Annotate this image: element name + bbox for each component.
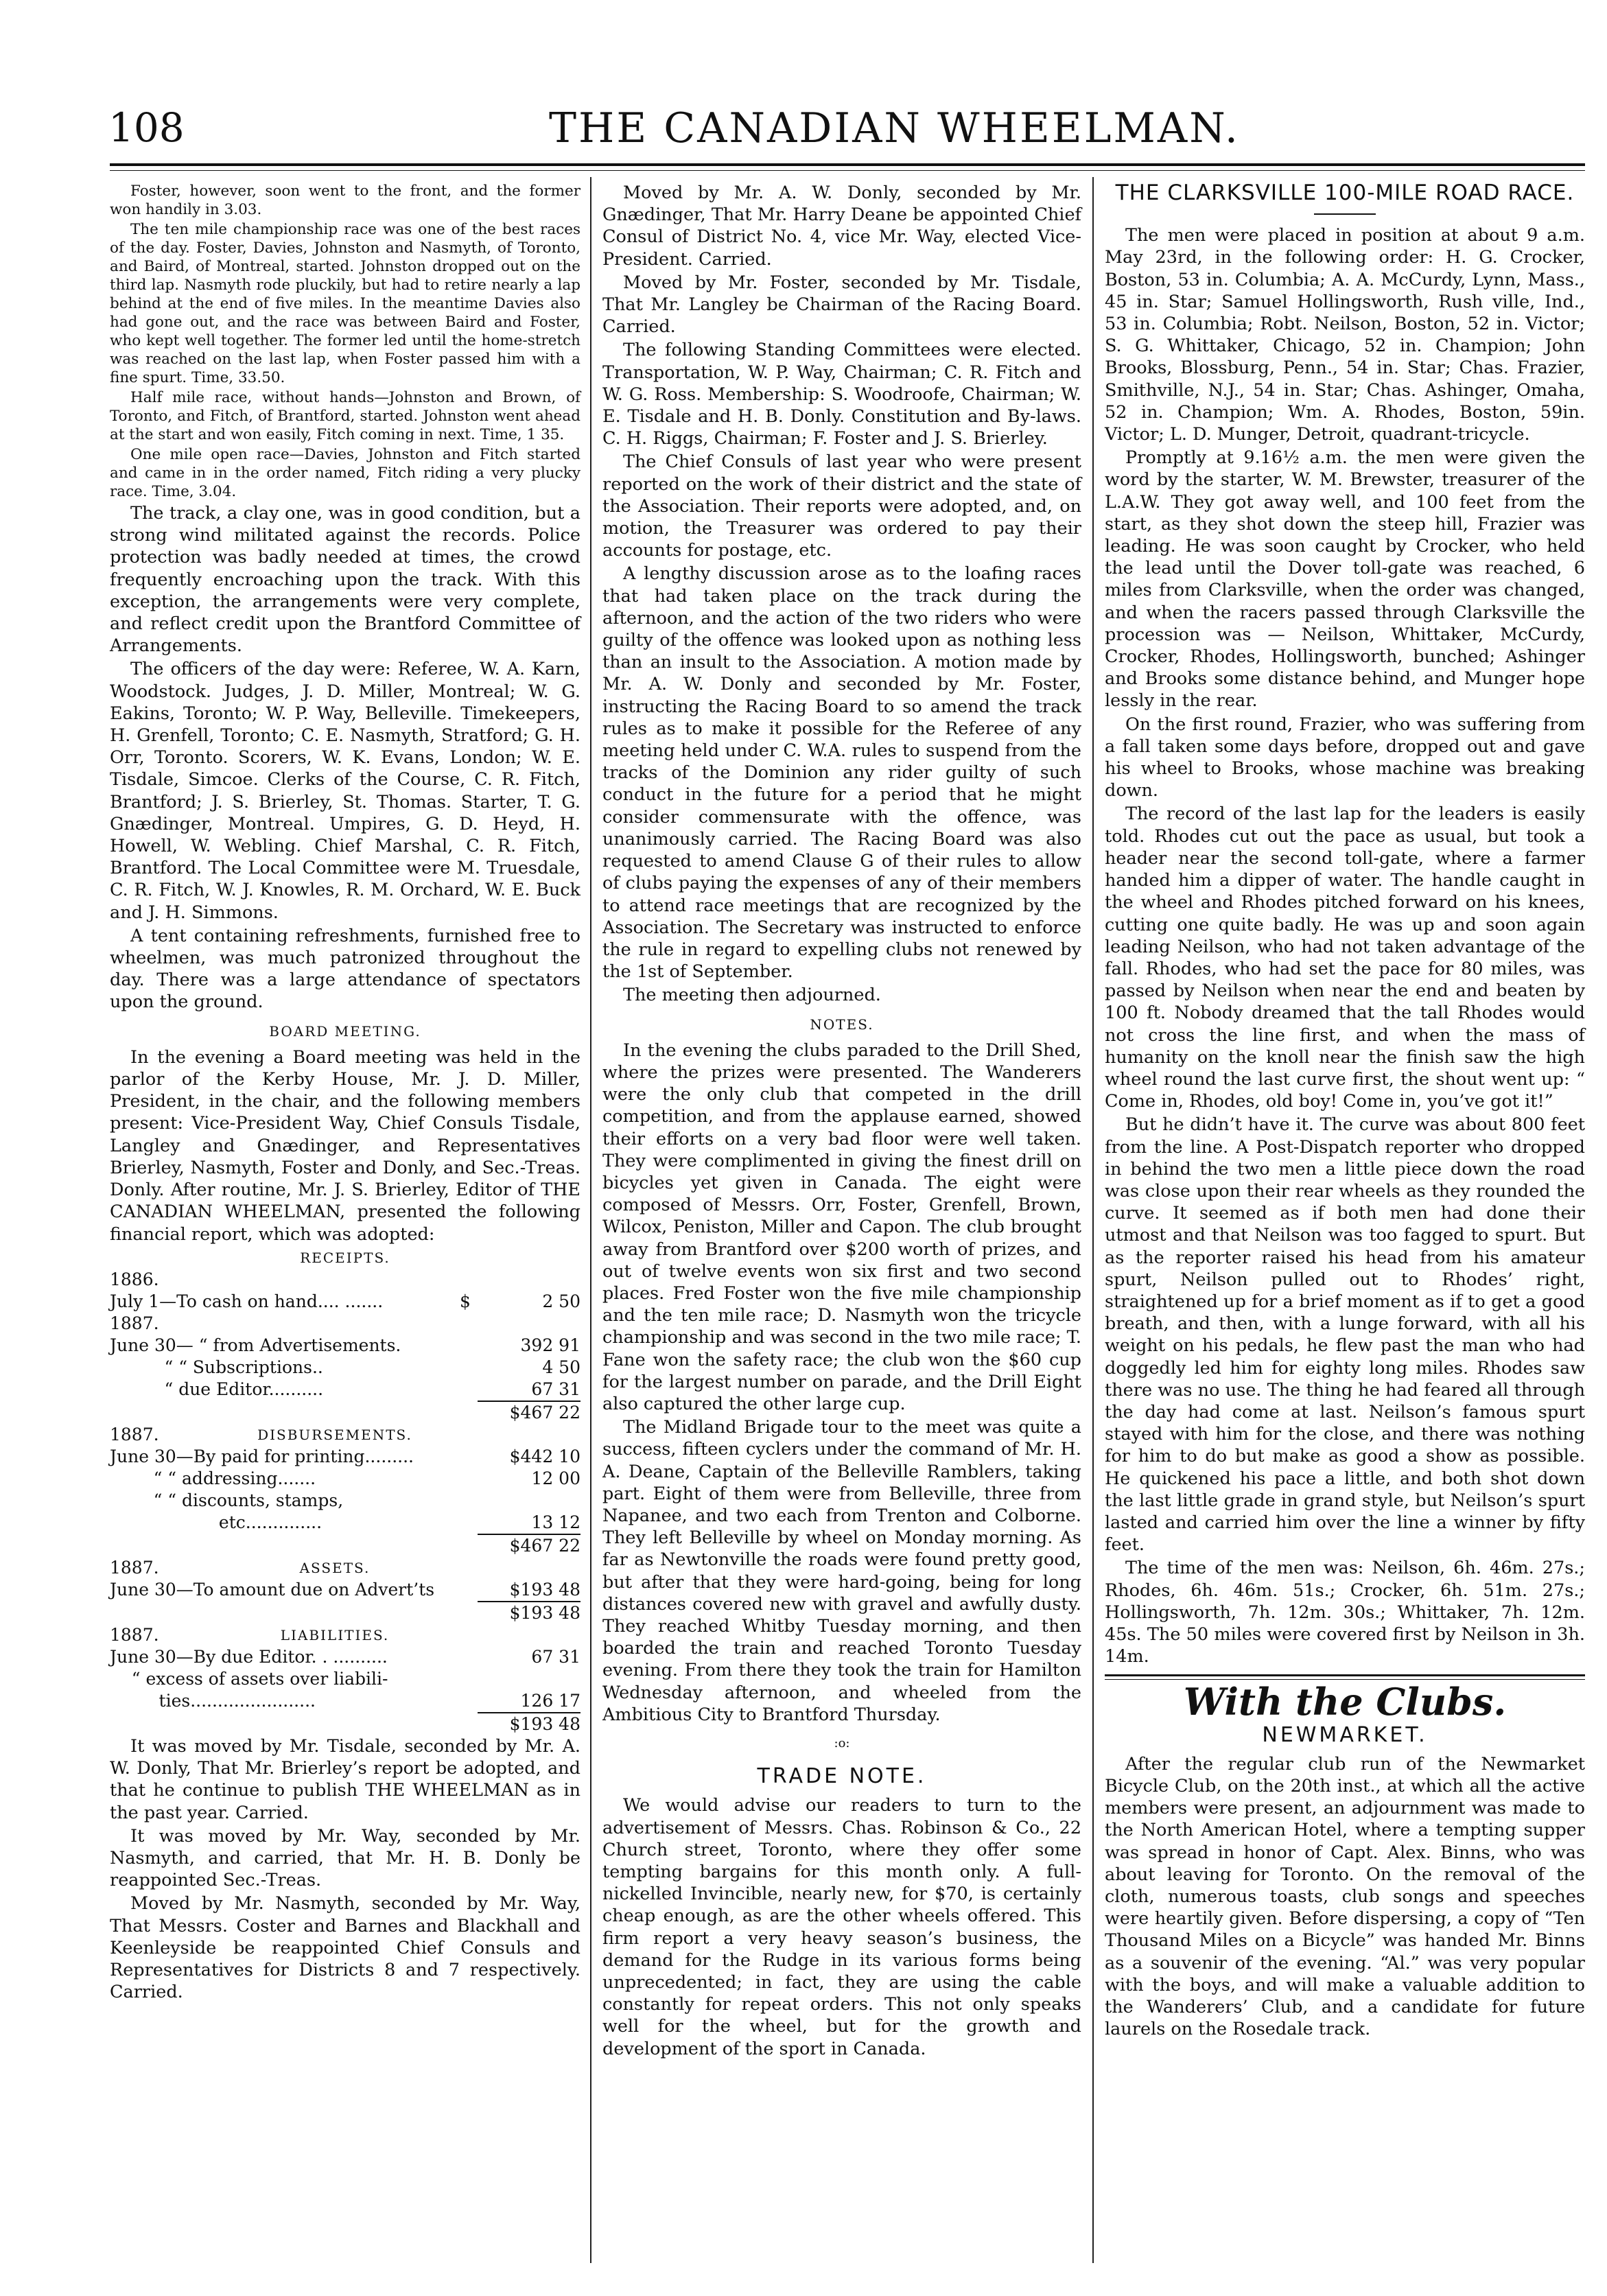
paragraph: But he didn’t have it. The curve was about 800 feet from the line. A Post-Dispatch reporter who dropped in behind the two men a little piece down the road was close upon their rear wheels as they rounded the curve. It seemed as if both men had done their utmost and that Neilson was too fagged to spurt. But as the reporter raised his head from his amateur spurt, Neilson pulled out to Rhodes’ right, straightened up for a brief moment as if to get a good breath, and then, with a lunge forward, with all his weight on his pedals, he flew past the man who had doggedly led him for eighty long miles. Rhodes saw there was no use. The thing he had feared all through the day had come at last. Neilson’s famous spurt stayed with him for the close, and there was nothing for him to do but make as good a show as possible. He quickened his pace a little, and both shot down the last little grade in grand style, but Neilson’s spurt lasted and carried him over the line a winner by fifty feet. — [1105, 1114, 1585, 1556]
table-cell: 4 50 — [542, 1357, 580, 1377]
table-row — [110, 1690, 580, 1713]
paragraph: The meeting then adjourned. — [623, 985, 881, 1006]
table-row — [110, 1424, 580, 1446]
total-value: $193 48 — [478, 1713, 580, 1735]
paragraph: The time of the men was: Neilson, 6h. 46m. 27s.; Rhodes, 6h. 46m. 51s.; Crocker, 6h. 51m. 27s.; Hollingsworth, 7h. 12m. 30s.; Whittaker, 7h. 12m. 45s. The 50 miles were covered first by Neilson in 3h. 14m. — [1105, 1558, 1585, 1667]
table-cell: $ — [460, 1291, 471, 1311]
table-cell: 1886. — [110, 1269, 159, 1289]
table-cell: 126 17 — [520, 1690, 580, 1711]
disbursements-heading: DISBURSEMENTS. — [257, 1426, 412, 1443]
disbursements-table — [110, 1424, 580, 1446]
column-left — [110, 182, 580, 2004]
section-heading: NOTES. — [810, 1016, 874, 1033]
table-row — [110, 1602, 580, 1624]
table-row — [110, 1579, 580, 1602]
column-divider — [1092, 177, 1094, 2263]
paragraph: The following Standing Committees were elected. Transportation, W. P. Way, Chairman; C. R. Fitch and W. G. Ross. Membership: S. Woodroofe, Chairman; W. E. Tisdale and H. B. Donly. Constitution and By-laws. C. H. Riggs, Chairman; F. Foster and J. S. Brierley. — [602, 340, 1081, 449]
paragraph: The men were placed in position at about 9 a.m. May 23rd, in the following order: H. G. Crocker, Boston, 53 in. Columbia; A. A. McCurdy, Lynn, Mass., 45 in. Star; Samuel Hollingsworth, Rush ville, Ind., 53 in. Columbia; Robt. Neilson, Boston, 52 in. Victor; S. G. Whittaker, Chicago, 52 in. Champion; John Brooks, Blossburg, Penn., 54 in. Star; Chas. Frazier, Smithville, N.J., 54 in. Star; Chas. Ashinger, Omaha, 52 in. Champion; Wm. A. Rhodes, Boston, 59in. Victor; L. D. Munger, Detroit, quadrant-tricycle. — [1105, 225, 1585, 445]
masthead-title: THE CANADIAN WHEELMAN. — [549, 104, 1240, 152]
total-value: $193 48 — [478, 1602, 580, 1624]
paragraph: One mile open race—Davies, Johnston and Fitch started and came in in the order named, Fitch riding a very plucky race. Time, 3.04. — [110, 446, 580, 500]
table-row — [110, 1335, 580, 1357]
table-cell: June 30—To amount due on Advert’ts — [110, 1579, 435, 1600]
table-row — [110, 1557, 580, 1579]
paragraph: In the evening the clubs paraded to the Drill Shed, where the prizes were presented. The Wanderers were the only club that competed in the drill competition, and from the applause earned, showed their efforts on a very bad floor were well taken. They were complimented in giving the finest drill on bicycles yet given in Canada. The eight were composed of Messrs. Orr, Foster, Grenfell, Brown, Wilcox, Peniston, Miller and Capon. The club brought away from Brantford over $200 worth of prizes, and out of twelve events won six first and two second places. Fred Foster won the five mile championship and the ten mile race; D. Nasmyth won the tricycle championship and was second in the two mile race; T. Fane won the safety race; the club won the $60 cup for the largest number on parade, and the Drill Eight also captured the other large cup. — [602, 1040, 1081, 1414]
paragraph: The Midland Brigade tour to the meet was quite a success, fifteen cyclers under the command of Mr. H. A. Deane, Captain of the Belleville Ramblers, taking part. Eight of them were from Belleville, three from Napanee, and two each from Trenton and Colborne. They left Belleville by wheel on Monday morning. As far as Newtonville the roads were found pretty good, but after that they were hard-going, being for long distances covered new with gravel and awfully dusty. They reached Whitby Tuesday morning, and then boarded the train and reached Toronto Tuesday evening. From there they took the train for Hamilton Wednesday afternoon, and wheeled from the Ambitious City to Brantford Thursday. — [602, 1417, 1081, 1725]
receipts-table — [110, 1269, 580, 1424]
heading-rule — [1314, 213, 1376, 215]
table-row — [110, 1379, 580, 1401]
table-cell: 12 00 — [531, 1468, 580, 1488]
table-row — [110, 1512, 580, 1534]
paragraph: Promptly at 9.16½ a.m. the men were given the word by the starter, W. M. Brewster, treasurer of the L.A.W. They got away well, and 100 feet from the start, as they shot down the steep hill, Frazier was leading. He was soon caught by Crocker, who held the lead until the Dover toll-gate was reached, 6 miles from Clarksville, when the order was changed, and when the racers passed through Clarksville the procession was — Neilson, Whittaker, McCurdy, Crocker, Rhodes, Hollingsworth, bunched; Ashinger and Brooks some distance behind, and Munger hope lessly in the rear. — [1105, 447, 1585, 712]
year-label: 1887. — [110, 1557, 159, 1578]
header-rule — [110, 163, 1585, 166]
column-middle — [602, 182, 1081, 2061]
column-right — [1105, 182, 1585, 2041]
article-heading: THE CLARKSVILLE 100-MILE ROAD RACE. — [1115, 180, 1575, 205]
liabilities-table — [110, 1624, 580, 1646]
table-row — [110, 1624, 580, 1646]
liabilities-rows — [110, 1646, 580, 1735]
table-cell: “ due Editor.......... — [110, 1379, 324, 1399]
department-heading: With the Clubs. — [1183, 1680, 1507, 1724]
table-row — [110, 1446, 580, 1468]
table-cell: etc.............. — [110, 1512, 322, 1532]
section-heading: BOARD MEETING. — [269, 1022, 421, 1040]
section-rule — [1105, 1674, 1585, 1680]
table-cell: $442 10 — [509, 1446, 580, 1466]
table-row — [110, 1713, 580, 1735]
table-cell: June 30—By due Editor. . .......... — [110, 1646, 388, 1667]
paragraph: The ten mile championship race was one of the best races of the day. Foster, Davies, Johnston and Nasmyth, of Toronto, and Baird, of Montreal, started. Johnston dropped out on the third lap. Nasmyth rode pluckily, but had to retire nearly a lap behind at the end of five miles. In the meantime Davies also had gone out, and the race was between Baird and Foster, who kept well together. The former led until the home-stretch was reached on the last lap, when Foster passed him with a fine spurt. Time, 33.50. — [110, 221, 580, 386]
paragraph: Half mile race, without hands—Johnston and Brown, of Toronto, and Fitch, of Brantford, started. Johnston went ahead at the start and won easily, Fitch coming in next. Time, 1 35. — [110, 389, 580, 443]
total-value: $467 22 — [478, 1401, 580, 1424]
paragraph: It was moved by Mr. Way, seconded by Mr. Nasmyth, and carried, that Mr. H. B. Donly be reappointed Sec.-Treas. — [110, 1825, 580, 1891]
paragraph: The Chief Consuls of last year who were present reported on the work of their district and the state of the Association. Their reports were adopted, and, on motion, the Treasurer was ordered to pay their accounts for postage, etc. — [602, 452, 1081, 561]
table-row — [110, 1534, 580, 1557]
total-value: $467 22 — [478, 1534, 580, 1557]
table-cell: 1887. — [110, 1313, 159, 1333]
section-heading: TRADE NOTE. — [757, 1764, 927, 1789]
table-cell: 67 31 — [531, 1379, 580, 1399]
table-cell: ties....................... — [110, 1690, 316, 1711]
year-label: 1887. — [110, 1624, 159, 1645]
page-number: 108 — [108, 104, 185, 151]
table-cell: 13 12 — [531, 1512, 580, 1532]
table-row — [110, 1313, 580, 1335]
paragraph: It was moved by Mr. Tisdale, seconded by Mr. A. W. Donly, That Mr. Brierley’s report be adopted, and that he continue to publish THE WHEELMAN as in the past year. Carried. — [110, 1735, 580, 1823]
table-row — [110, 1490, 580, 1512]
table-cell: June 30— “ from Advertisements. — [110, 1335, 401, 1355]
paragraph: We would advise our readers to turn to the advertisement of Messrs. Chas. Robinson & Co., 22 Church street, Toronto, where they offer some tempting bargains for this month only. A full-nickelled Invincible, nearly new, for $70, is certainly cheap enough, as are the other wheels offered. This firm report a very heavy season’s business, the demand for the Rudge in its various forms being unprecedented; in fact, they are using the cable constantly for repeat orders. This not only speaks well for the wheel, but for the growth and development of the sport in Canada. — [602, 1795, 1081, 2059]
table-cell: July 1—To cash on hand.... ....... — [110, 1291, 384, 1311]
paragraph: The track, a clay one, was in good condition, but a strong wind militated against the records. Police protection was badly needed at times, the crowd frequently encroaching upon the track. With this exception, the arrangements were very complete, and reflect credit upon the Brantford Committee of Arrangements. — [110, 503, 580, 657]
liabilities-heading: LIABILITIES. — [280, 1626, 390, 1643]
table-cell: “ “ Subscriptions.. — [110, 1357, 323, 1377]
table-cell: $193 48 — [509, 1579, 580, 1600]
column-divider — [590, 177, 591, 2263]
year-label: 1887. — [110, 1424, 159, 1444]
table-row — [110, 1646, 580, 1668]
table-cell: “ “ discounts, stamps, — [110, 1490, 344, 1510]
table-cell: 392 91 — [520, 1335, 580, 1355]
section-heading: NEWMARKET. — [1262, 1722, 1428, 1747]
paragraph: In the evening a Board meeting was held in the parlor of the Kerby House, Mr. J. D. Miller, President, in the chair, and the following members present: Vice-President Way, Chief Consuls Tisdale, Langley and Gnædinger, and Representatives Brierley, Nasmyth, Foster and Donly, and Sec.-Treas. Donly. After routine, Mr. J. S. Brierley, Editor of THE CANADIAN WHEELMAN, presented the following financial report, which was adopted: — [110, 1046, 580, 1245]
receipts-heading: RECEIPTS. — [300, 1249, 390, 1266]
paragraph: The record of the last lap for the leaders is easily told. Rhodes cut out the pace as usual, but took a header near the second toll-gate, where a farmer handed him a dipper of water. The handle caught in the wheel and Rhodes pitched forward on his knees, cutting one quite badly. He was up and soon again leading Neilson, who had not taken advantage of the fall. Rhodes, who had set the pace for 80 miles, was passed by Neilson when near the end and beaten by 100 ft. Nobody dreamed that the tall Rhodes would not cross the line first, and when the mass of humanity on the knoll near the finish saw the high wheel round the last curve first, the shout went up: “ Come in, Rhodes, old boy! Come in, you’ve got it!” — [1105, 804, 1585, 1112]
table-row — [110, 1291, 580, 1313]
paragraph: Moved by Mr. A. W. Donly, seconded by Mr. Gnædinger, That Mr. Harry Deane be appointed Chief Consul of District No. 4, vice Mr. Way, elected Vice-President. Carried. — [602, 183, 1081, 270]
paragraph: After the regular club run of the Newmarket Bicycle Club, on the 20th inst., at which all the active members were present, an adjournment was made to the North American Hotel, where a tempting supper was spread in honor of Capt. Alex. Binns, who was about leaving for Toronto. On the removal of the cloth, numerous toasts, club songs and speeches were heartily given. Before dispersing, a copy of “Ten Thousand Miles on a Bicycle” was handed Mr. Binns as a souvenir of the evening. “Al.” was very popular with the boys, and will make a valuable addition to the Wanderers’ Club, and a candidate for future laurels on the Rosedale track. — [1105, 1753, 1585, 2040]
header-rule-thin — [110, 170, 1585, 171]
table-cell: 2 50 — [542, 1291, 580, 1311]
table-cell: “ excess of assets over liabili- — [110, 1668, 388, 1689]
table-cell: June 30—By paid for printing......... — [110, 1446, 414, 1466]
table-cell: 67 31 — [531, 1646, 580, 1667]
assets-rows — [110, 1579, 580, 1624]
paragraph: Moved by Mr. Nasmyth, seconded by Mr. Way, That Messrs. Coster and Barnes and Blackhall and Keenleyside be reappointed Chief Consuls and Representatives for Districts 8 and 7 respectively. Carried. — [110, 1893, 580, 2003]
paragraph: A tent containing refreshments, furnished free to wheelmen, was much patronized throughout the day. There was a large attendance of spectators upon the ground. — [110, 925, 580, 1013]
table-row — [110, 1357, 580, 1379]
paragraph: A lengthy discussion arose as to the loafing races that had taken place on the track during the afternoon, and the action of the two riders who were guilty of the offence was looked upon as nothing less than an insult to the Association. A motion made by Mr. A. W. Donly and seconded by Mr. Foster, instructing the Racing Board to so amend the track rules as to make it possible for the Referee of any meeting held under C. W.A. rules to suspend from the tracks of the Dominion any rider guilty of such conduct in the future for a period that he might consider commensurate with the offence, was unanimously carried. The Racing Board was also requested to amend Clause G of their rules to allow of clubs paying the expenses of any of their members to attend race meetings that are recognized by the Association. The Secretary was instructed to enforce the rule in regard to expelling clubs not renewed by the 1st of September. — [602, 563, 1081, 983]
table-row — [110, 1401, 580, 1424]
paragraph: The officers of the day were: Referee, W. A. Karn, Woodstock. Judges, J. D. Miller, Montreal; W. G. Eakins, Toronto; W. P. Way, Belleville. Timekeepers, H. Grenfell, Toronto; C. E. Nasmyth, Stratford; G. H. Orr, Toronto. Scorers, W. K. Evans, London; W. E. Tisdale, Simcoe. Clerks of the Course, C. R. Fitch, Brantford; J. S. Brierley, St. Thomas. Starter, T. G. Gnædinger, Montreal. Umpires, G. D. Heyd, H. Howell, W. Webling. Chief Marshal, C. R. Fitch, Brantford. The Local Committee were M. Truesdale, C. R. Fitch, W. J. Knowles, R. M. Orchard, W. E. Buck and J. H. Simmons. — [110, 659, 580, 923]
table-row — [110, 1668, 580, 1690]
disbursements-rows — [110, 1446, 580, 1557]
paragraph: Moved by Mr. Foster, seconded by Mr. Tisdale, That Mr. Langley be Chairman of the Racing Board. Carried. — [602, 272, 1081, 338]
assets-heading: ASSETS. — [299, 1559, 371, 1576]
assets-table — [110, 1557, 580, 1579]
table-row — [110, 1269, 580, 1291]
paragraph: On the first round, Frazier, who was suffering from a fall taken some days before, dropped out and gave his wheel to Brooks, whose machine was breaking down. — [1105, 714, 1585, 801]
table-row — [110, 1468, 580, 1490]
table-cell: “ “ addressing....... — [110, 1468, 316, 1488]
paragraph: Foster, however, soon went to the front, and the former won handily in 3.03. — [110, 183, 580, 218]
separator: :o: — [834, 1736, 850, 1751]
